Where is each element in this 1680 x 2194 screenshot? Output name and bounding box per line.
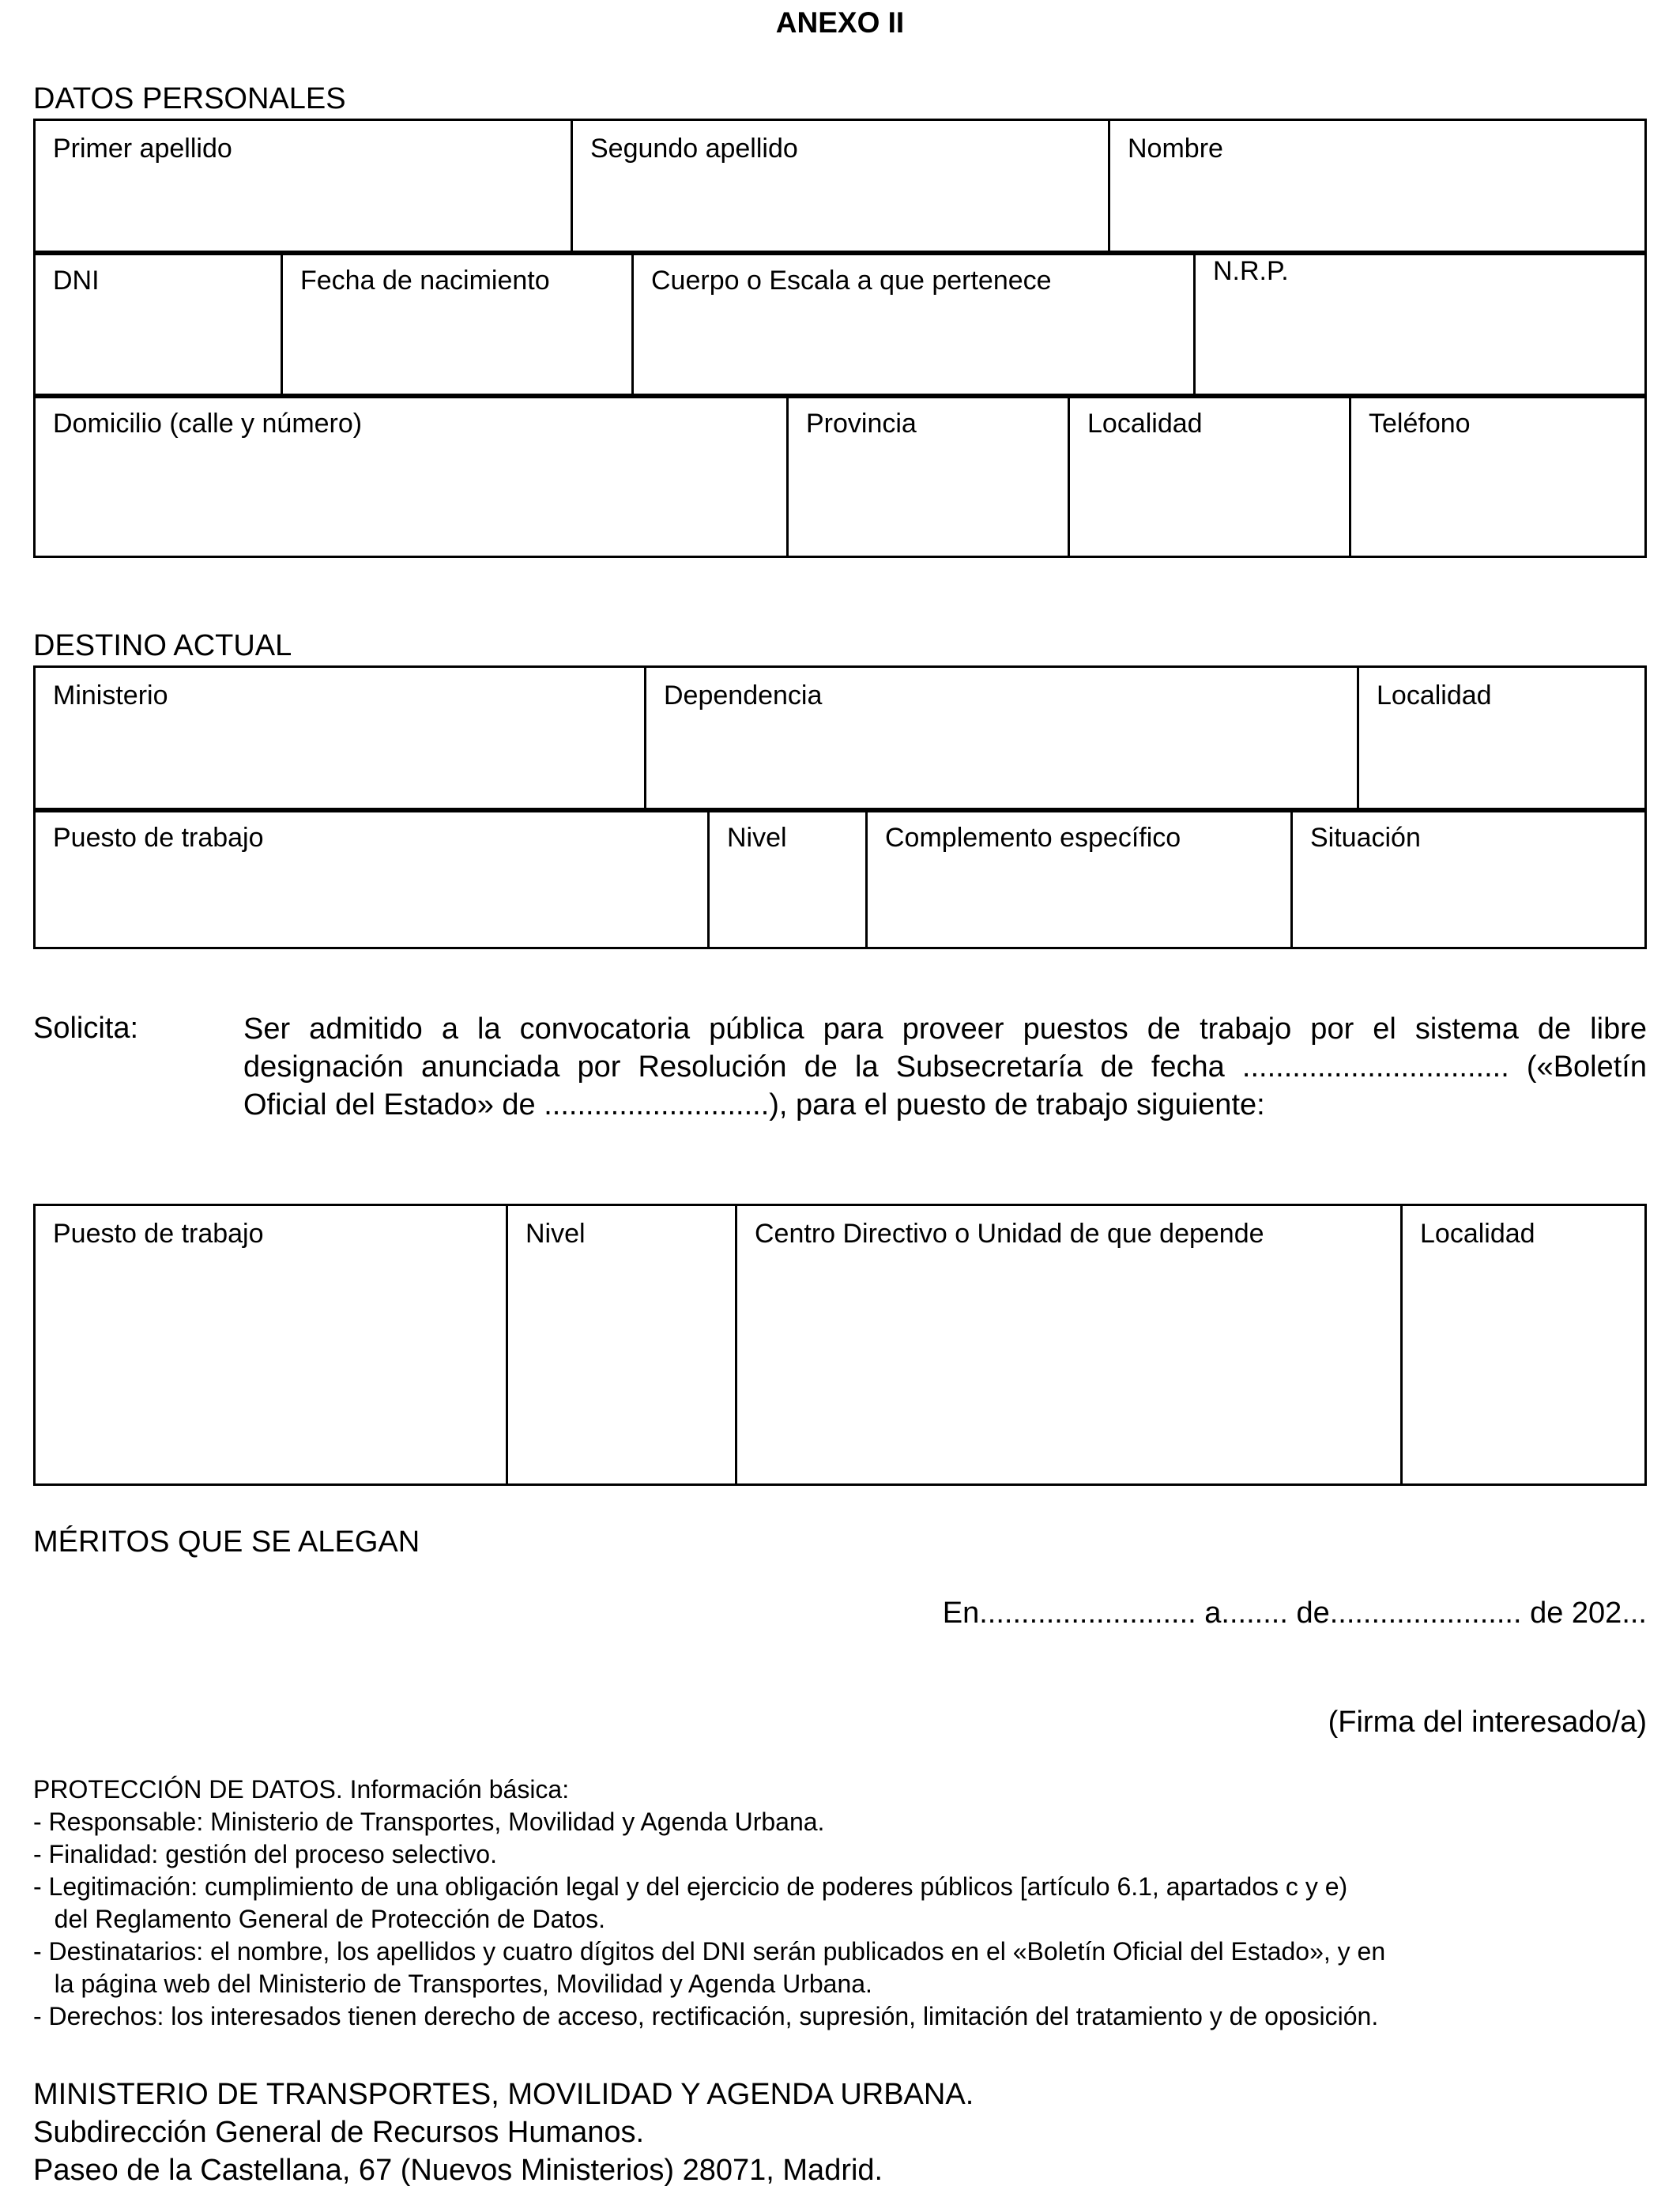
solicita-text: Ser admitido a la convocatoria pública para proveer puestos de trabajo por el sistema de libre designación anunciada por Resolución de la Subsecretaría de fecha ................................ («Boletín Oficial del Estado» de ...........................), para el puesto de trabajo siguiente: [243,1012,1647,1122]
field-nrp[interactable] [1195,252,1646,398]
field-label: Nivel [727,823,787,853]
field-dependencia[interactable] [646,667,1358,812]
ministerio-line: Paseo de la Castellana, 67 (Nuevos Ministerios) 28071, Madrid. [33,2154,883,2187]
field-label: Complemento específico [885,823,1181,853]
field-primer-apellido[interactable] [35,120,572,254]
field-situacion[interactable] [1292,809,1646,948]
proteccion-line: la página web del Ministerio de Transportes, Movilidad y Agenda Urbana. [33,1970,872,1998]
field-label: Localidad [1377,680,1492,711]
datos-personales-row2 [33,251,1647,398]
proteccion-line: - Finalidad: gestión del proceso selectivo. [33,1840,497,1868]
proteccion-line: - Legitimación: cumplimiento de una obligación legal y del ejercicio de poderes públicos [artículo 6.1, apartados c y e) [33,1872,1348,1901]
meritos-heading: MÉRITOS QUE SE ALEGAN [33,1525,420,1559]
datos-personales-row1 [33,119,1647,255]
datos-personales-row3 [33,394,1647,558]
fecha-line: En.......................... a........ de....................... de 202... [942,1596,1647,1630]
proteccion-line: del Reglamento General de Protección de Datos. [33,1905,605,1933]
field-localidad-solicitada[interactable] [1402,1205,1646,1485]
field-ministerio[interactable] [35,667,646,812]
ministerio-address [33,2075,974,2189]
page-title: ANEXO II [775,6,905,39]
proteccion-line: - Responsable: Ministerio de Transportes, Movilidad y Agenda Urbana. [33,1808,825,1836]
field-label: Provincia [806,409,917,439]
proteccion-line: PROTECCIÓN DE DATOS. Información básica: [33,1775,570,1804]
field-nivel-actual[interactable] [709,809,867,948]
field-localidad[interactable] [1069,395,1350,557]
field-nivel-solicitado[interactable] [507,1205,736,1485]
field-dni[interactable] [35,252,282,398]
field-puesto-trabajo-actual[interactable] [35,809,709,948]
field-label: N.R.P. [1213,256,1289,286]
field-label: Puesto de trabajo [53,823,264,853]
firma-label: (Firma del interesado/a) [1328,1706,1647,1739]
field-label: Localidad [1087,409,1203,439]
field-telefono[interactable] [1350,395,1646,557]
field-domicilio[interactable] [35,395,788,557]
field-label: Centro Directivo o Unidad de que depende [755,1219,1264,1249]
field-segundo-apellido[interactable] [572,120,1109,254]
field-label: Teléfono [1369,409,1471,439]
field-label: Situación [1310,823,1421,853]
field-label: Fecha de nacimiento [300,266,550,296]
field-label: Primer apellido [53,134,232,164]
field-fecha-nacimiento[interactable] [282,252,633,398]
field-centro-directivo[interactable] [736,1205,1402,1485]
field-label: Puesto de trabajo [53,1219,264,1249]
field-nombre[interactable] [1109,120,1646,254]
solicita-label: Solicita: [33,1012,139,1045]
field-label: Cuerpo o Escala a que pertenece [651,266,1052,296]
ministerio-line: Subdirección General de Recursos Humanos. [33,2116,645,2149]
field-provincia[interactable] [788,395,1069,557]
field-label: Nivel [525,1219,586,1249]
field-label: DNI [53,266,100,296]
field-label: Dependencia [664,680,823,711]
proteccion-line: - Destinatarios: el nombre, los apellidos y cuatro dígitos del DNI serán publicados en el «Boletín Oficial del Estado», y en [33,1937,1386,1966]
field-cuerpo-escala[interactable] [633,252,1195,398]
field-complemento-especifico[interactable] [867,809,1292,948]
ministerio-line: MINISTERIO DE TRANSPORTES, MOVILIDAD Y AGENDA URBANA. [33,2078,974,2111]
field-label: Domicilio (calle y número) [53,409,363,439]
field-label: Segundo apellido [590,134,798,164]
proteccion-datos [33,1774,1614,2033]
destino-actual-row1 [33,665,1647,812]
puesto-solicitado-table [33,1204,1647,1486]
field-label: Nombre [1128,134,1223,164]
field-label: Localidad [1420,1219,1535,1249]
proteccion-line: - Derechos: los interesados tienen derecho de acceso, rectificación, supresión, limitación del tratamiento y de oposición. [33,2002,1379,2030]
field-label: Ministerio [53,680,168,711]
datos-personales-heading: DATOS PERSONALES [33,82,346,115]
field-puesto-trabajo-solicitado[interactable] [35,1205,507,1485]
destino-actual-heading: DESTINO ACTUAL [33,629,292,662]
field-localidad-destino[interactable] [1358,667,1646,812]
destino-actual-row2 [33,808,1647,949]
